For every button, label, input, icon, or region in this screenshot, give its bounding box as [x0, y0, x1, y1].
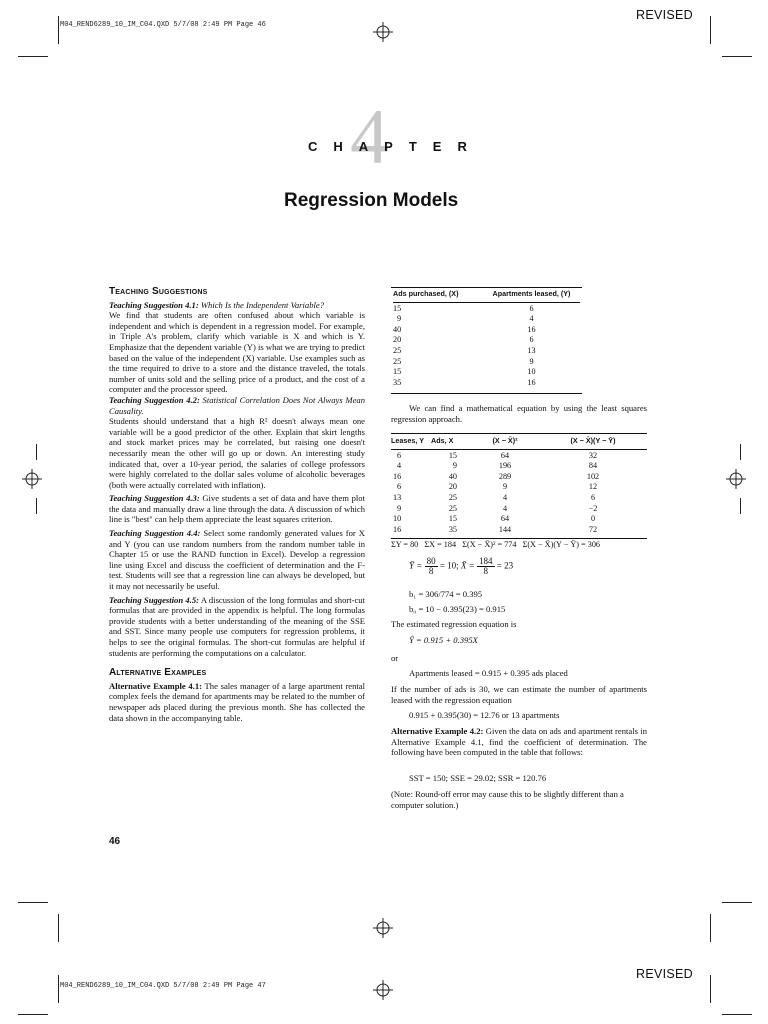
- crop-mark: [36, 444, 37, 460]
- slug-top: M04_REND6289_10_IM_C04.QXD 5/7/08 2:49 PM Page 46: [60, 21, 266, 29]
- crop-mark: [18, 1014, 48, 1015]
- table-row: [391, 525, 647, 536]
- table-cell: 6: [529, 335, 534, 345]
- table-cell: 9: [397, 503, 402, 513]
- chapter-title: Regression Models: [284, 190, 459, 211]
- table-rule: [391, 538, 647, 539]
- table-cell: 25: [448, 492, 457, 502]
- ae2-paragraph: [391, 726, 647, 758]
- table-header: Apartments leased, (Y): [492, 289, 571, 298]
- or-label: or: [391, 653, 399, 663]
- crop-mark: [722, 1014, 752, 1015]
- table-cell: 25: [393, 345, 402, 355]
- crop-mark: [18, 56, 48, 57]
- ts-title: Statistical Correlation Does Not Always Mean Causality.: [109, 394, 365, 416]
- table-cell: 35: [448, 524, 457, 534]
- ts-label: Teaching Suggestion 4.4:: [109, 528, 201, 539]
- table-cell: 72: [588, 524, 598, 534]
- table-cell: 15: [393, 303, 402, 313]
- table-cell: 6: [397, 450, 402, 460]
- chapter-number: 4: [350, 93, 389, 180]
- table-header: (X − X̄)²: [492, 436, 518, 445]
- paragraph: [109, 528, 365, 592]
- mean-equations: [409, 557, 513, 576]
- table-row: [393, 304, 580, 315]
- table-cell: 32: [588, 450, 598, 460]
- ts-label: Teaching Suggestion 4.5:: [109, 594, 200, 605]
- table-rule: [391, 393, 582, 394]
- table-cell: 15: [448, 450, 457, 460]
- table-cell: 289: [498, 471, 512, 481]
- table-cell: 25: [393, 356, 402, 366]
- xbar-result: = 23: [496, 560, 514, 571]
- registration-mark-icon: [373, 980, 393, 1000]
- table-cell: 4: [397, 461, 402, 471]
- table-cell: 10: [393, 514, 402, 524]
- table-cell: 15: [393, 367, 402, 377]
- registration-mark-icon: [22, 469, 42, 489]
- table-cell: 4: [502, 492, 508, 502]
- table-cell: 20: [393, 335, 402, 345]
- table-cell: 64: [500, 514, 510, 524]
- paragraph: [109, 681, 365, 723]
- table-cell: 9: [397, 314, 402, 324]
- b0-equation: b₀ = 10 − 0.395(23) = 0.915: [409, 604, 506, 614]
- table-ads-apartments: [393, 289, 580, 388]
- table-cell: 102: [586, 471, 600, 481]
- table-cell: 4: [502, 503, 508, 513]
- table-header: Ads, X: [431, 436, 454, 445]
- table-cell: 13: [527, 345, 536, 355]
- ybar-denominator: 8: [428, 566, 434, 576]
- ts-label: Teaching Suggestion 4.2:: [109, 394, 200, 405]
- table-cell: 40: [448, 471, 457, 481]
- xbar-denominator: 8: [483, 566, 488, 576]
- est-eq-label: The estimated regression equation is: [391, 619, 517, 629]
- ae-body: The sales manager of a large apartment rental complex feels the demand for apartments may be related to the number of newspaper ads placed during the previous month. She has collected the data shown in the accompanying table.: [109, 680, 365, 723]
- table-cell: 16: [527, 324, 536, 334]
- ts-body: Give students a set of data and have them plot the data and manually draw a line through the data. A discussion of which line is "best" can help them appreciate the least squares criterion.: [109, 493, 365, 525]
- table-cell: 13: [393, 492, 402, 502]
- table-cell: 196: [498, 461, 512, 471]
- ae-label: Alternative Example 4.1:: [109, 680, 202, 691]
- page-number: 46: [109, 836, 121, 847]
- crop-mark: [18, 902, 48, 903]
- table-cell: 64: [500, 450, 510, 460]
- calc-line: 0.915 + 0.395(30) = 12.76 or 13 apartments: [409, 710, 560, 720]
- paragraph: [109, 395, 365, 490]
- ts-body: Select some randomly generated values for X and Y (you can use random numbers from the random number table in Chapter 15 or use the RAND function in Excel). Develop a regression line using Excel and discuss the coefficient of determination and the F-test. Students will see that a regression line can always be developed, but it may not necessarily be useful.: [109, 528, 365, 592]
- crop-mark: [722, 56, 752, 57]
- table-cell: 9: [452, 461, 457, 471]
- table-cell: 15: [448, 514, 457, 524]
- table-row: [393, 314, 580, 325]
- ybar-fraction: [425, 557, 438, 576]
- paragraph: [109, 493, 365, 525]
- section-heading-alternative: Alternative Examples: [109, 667, 207, 679]
- crop-mark: [58, 16, 59, 44]
- table-cell: 16: [393, 471, 402, 481]
- crop-mark: [58, 975, 59, 1003]
- crop-mark: [740, 444, 741, 460]
- crop-mark: [58, 914, 59, 942]
- ts-body: Students should understand that a high R² doesn't always mean one variable will be a good predictor of the other. Explain that skirt lengths and stock market prices may be correlated, but raising one doesn't necessarily mean the other will go up or down. An interesting study indicated that, over a 10-year period, the salaries of college professors were highly correlated to the dollar sales volume of alcoholic beverages (both were actually correlated with inflation).: [109, 416, 365, 490]
- registration-mark-icon: [373, 22, 393, 42]
- table-row: [393, 346, 580, 357]
- crop-mark: [36, 498, 37, 514]
- table-header: (X − X̄)(Y − Ȳ): [570, 436, 616, 445]
- ts-label: Teaching Suggestion 4.3:: [109, 493, 200, 504]
- table-cell: 25: [448, 503, 457, 513]
- table-cell: 4: [529, 314, 534, 324]
- crop-mark: [740, 498, 741, 514]
- note-paragraph: (Note: Round-off error may cause this to be slightly different than a computer solution.): [391, 789, 624, 810]
- table-row: [391, 461, 647, 472]
- table-row: [393, 325, 580, 336]
- crop-mark: [710, 16, 711, 44]
- intro-paragraph: We can find a mathematical equation by using the least squares regression approach.: [391, 403, 647, 424]
- table-row: [393, 357, 580, 368]
- table-cell: 84: [588, 461, 598, 471]
- table-row: [391, 451, 647, 462]
- table-cell: 12: [588, 482, 598, 492]
- table-header: Ads purchased, (X): [393, 289, 459, 298]
- ybar-result: = 10;: [439, 560, 459, 571]
- crop-mark: [722, 902, 752, 903]
- ae-body: Given the data on ads and apartment rentals in Alternative Example 4.1, find the coefficient of determination. The following have been computed in the table that follows:: [391, 726, 647, 758]
- table-cell: 9: [529, 356, 534, 366]
- ts-body: We find that students are often confused about which variable is independent and which is dependent in a regression model. For example, in Triple A's problem, clarify which variable is X and which is Y. Emphasize that the dependent variable (Y) is what we are trying to predict based on the value of the independent (X) variable. Use examples such as the time required to drive to a store and the distance traveled, the totals number of units sold and the selling price of a product, and the cost of a computer and the processor speed.: [109, 310, 365, 395]
- table-cell: 6: [590, 492, 596, 502]
- table-row: [391, 504, 647, 515]
- table-cell: 144: [498, 524, 512, 534]
- table-row: [393, 335, 580, 346]
- table-row: [391, 482, 647, 493]
- if-paragraph: If the number of ads is 30, we can estimate the number of apartments leased with the regression equation: [391, 684, 647, 705]
- chapter-word: CHAPTER: [308, 139, 483, 154]
- table-header: Leases, Y: [391, 436, 425, 445]
- xbar-fraction: [477, 557, 495, 576]
- table-row: [393, 378, 580, 389]
- slug-bottom: M04_REND6289_10_IM_C04.QXD 5/7/08 2:49 PM Page 47: [60, 982, 266, 990]
- table-row: [391, 472, 647, 483]
- table-cell: 20: [448, 482, 457, 492]
- left-column: [109, 287, 365, 723]
- table-row: [391, 493, 647, 504]
- table-rule: [391, 433, 647, 434]
- apartments-equation: Apartments leased = 0.915 + 0.395 ads placed: [409, 668, 568, 678]
- revised-label-bottom: REVISED: [636, 967, 693, 981]
- table-row: [391, 514, 647, 525]
- xbar-numerator: 184: [479, 556, 493, 566]
- table-cell: 10: [527, 367, 536, 377]
- yhat-equation: Ŷ = 0.915 + 0.395X: [409, 635, 478, 645]
- table-rule: [391, 287, 582, 288]
- table-cell: 6: [529, 303, 534, 313]
- registration-mark-icon: [726, 469, 746, 489]
- paragraph: [109, 300, 365, 395]
- revised-label-top: REVISED: [636, 8, 693, 22]
- ts-body: A discussion of the long formulas and short-cut formulas that are provided in the appendix is helpful. The long formulas provide students with a better understanding of the meaning of the SSE and SST. Since many people use computers for regression problems, it helps to see the original formulas. The short-cut formulas are helpful if students are performing the computations on a calculator.: [109, 594, 365, 658]
- paragraph: [109, 595, 365, 659]
- table-cell: 9: [502, 482, 508, 492]
- xbar-lhs: X̄ =: [460, 560, 475, 571]
- table-row: [393, 367, 580, 378]
- table-cell: 16: [393, 524, 402, 534]
- table-cell: 6: [397, 482, 402, 492]
- ybar-lhs: Ȳ =: [409, 560, 423, 571]
- table-cell: 35: [393, 377, 402, 387]
- ts-title: Which Is the Independent Variable?: [200, 299, 325, 310]
- table-cell: 0: [590, 514, 596, 524]
- sst-line: SST = 150; SSE = 29.02; SSR = 120.76: [409, 773, 547, 783]
- table-sums: ΣY = 80 ΣX = 184 Σ(X − X̄)² = 774 Σ(X − X̄)(Y − Ȳ) = 306: [391, 540, 601, 549]
- ybar-numerator: 80: [426, 556, 436, 566]
- crop-mark: [710, 914, 711, 942]
- ts-label: Teaching Suggestion 4.1:: [109, 299, 199, 310]
- table-cell: 40: [393, 324, 402, 334]
- table-cell: 16: [527, 377, 536, 387]
- b1-equation: b₁ = 306/774 = 0.395: [409, 589, 483, 599]
- section-heading-teaching: Teaching Suggestions: [109, 286, 208, 297]
- registration-mark-icon: [373, 918, 393, 938]
- crop-mark: [710, 975, 711, 1003]
- ae-label: Alternative Example 4.2:: [391, 726, 484, 736]
- table-cell: −2: [588, 503, 598, 513]
- table-regression-calcs: [391, 436, 647, 535]
